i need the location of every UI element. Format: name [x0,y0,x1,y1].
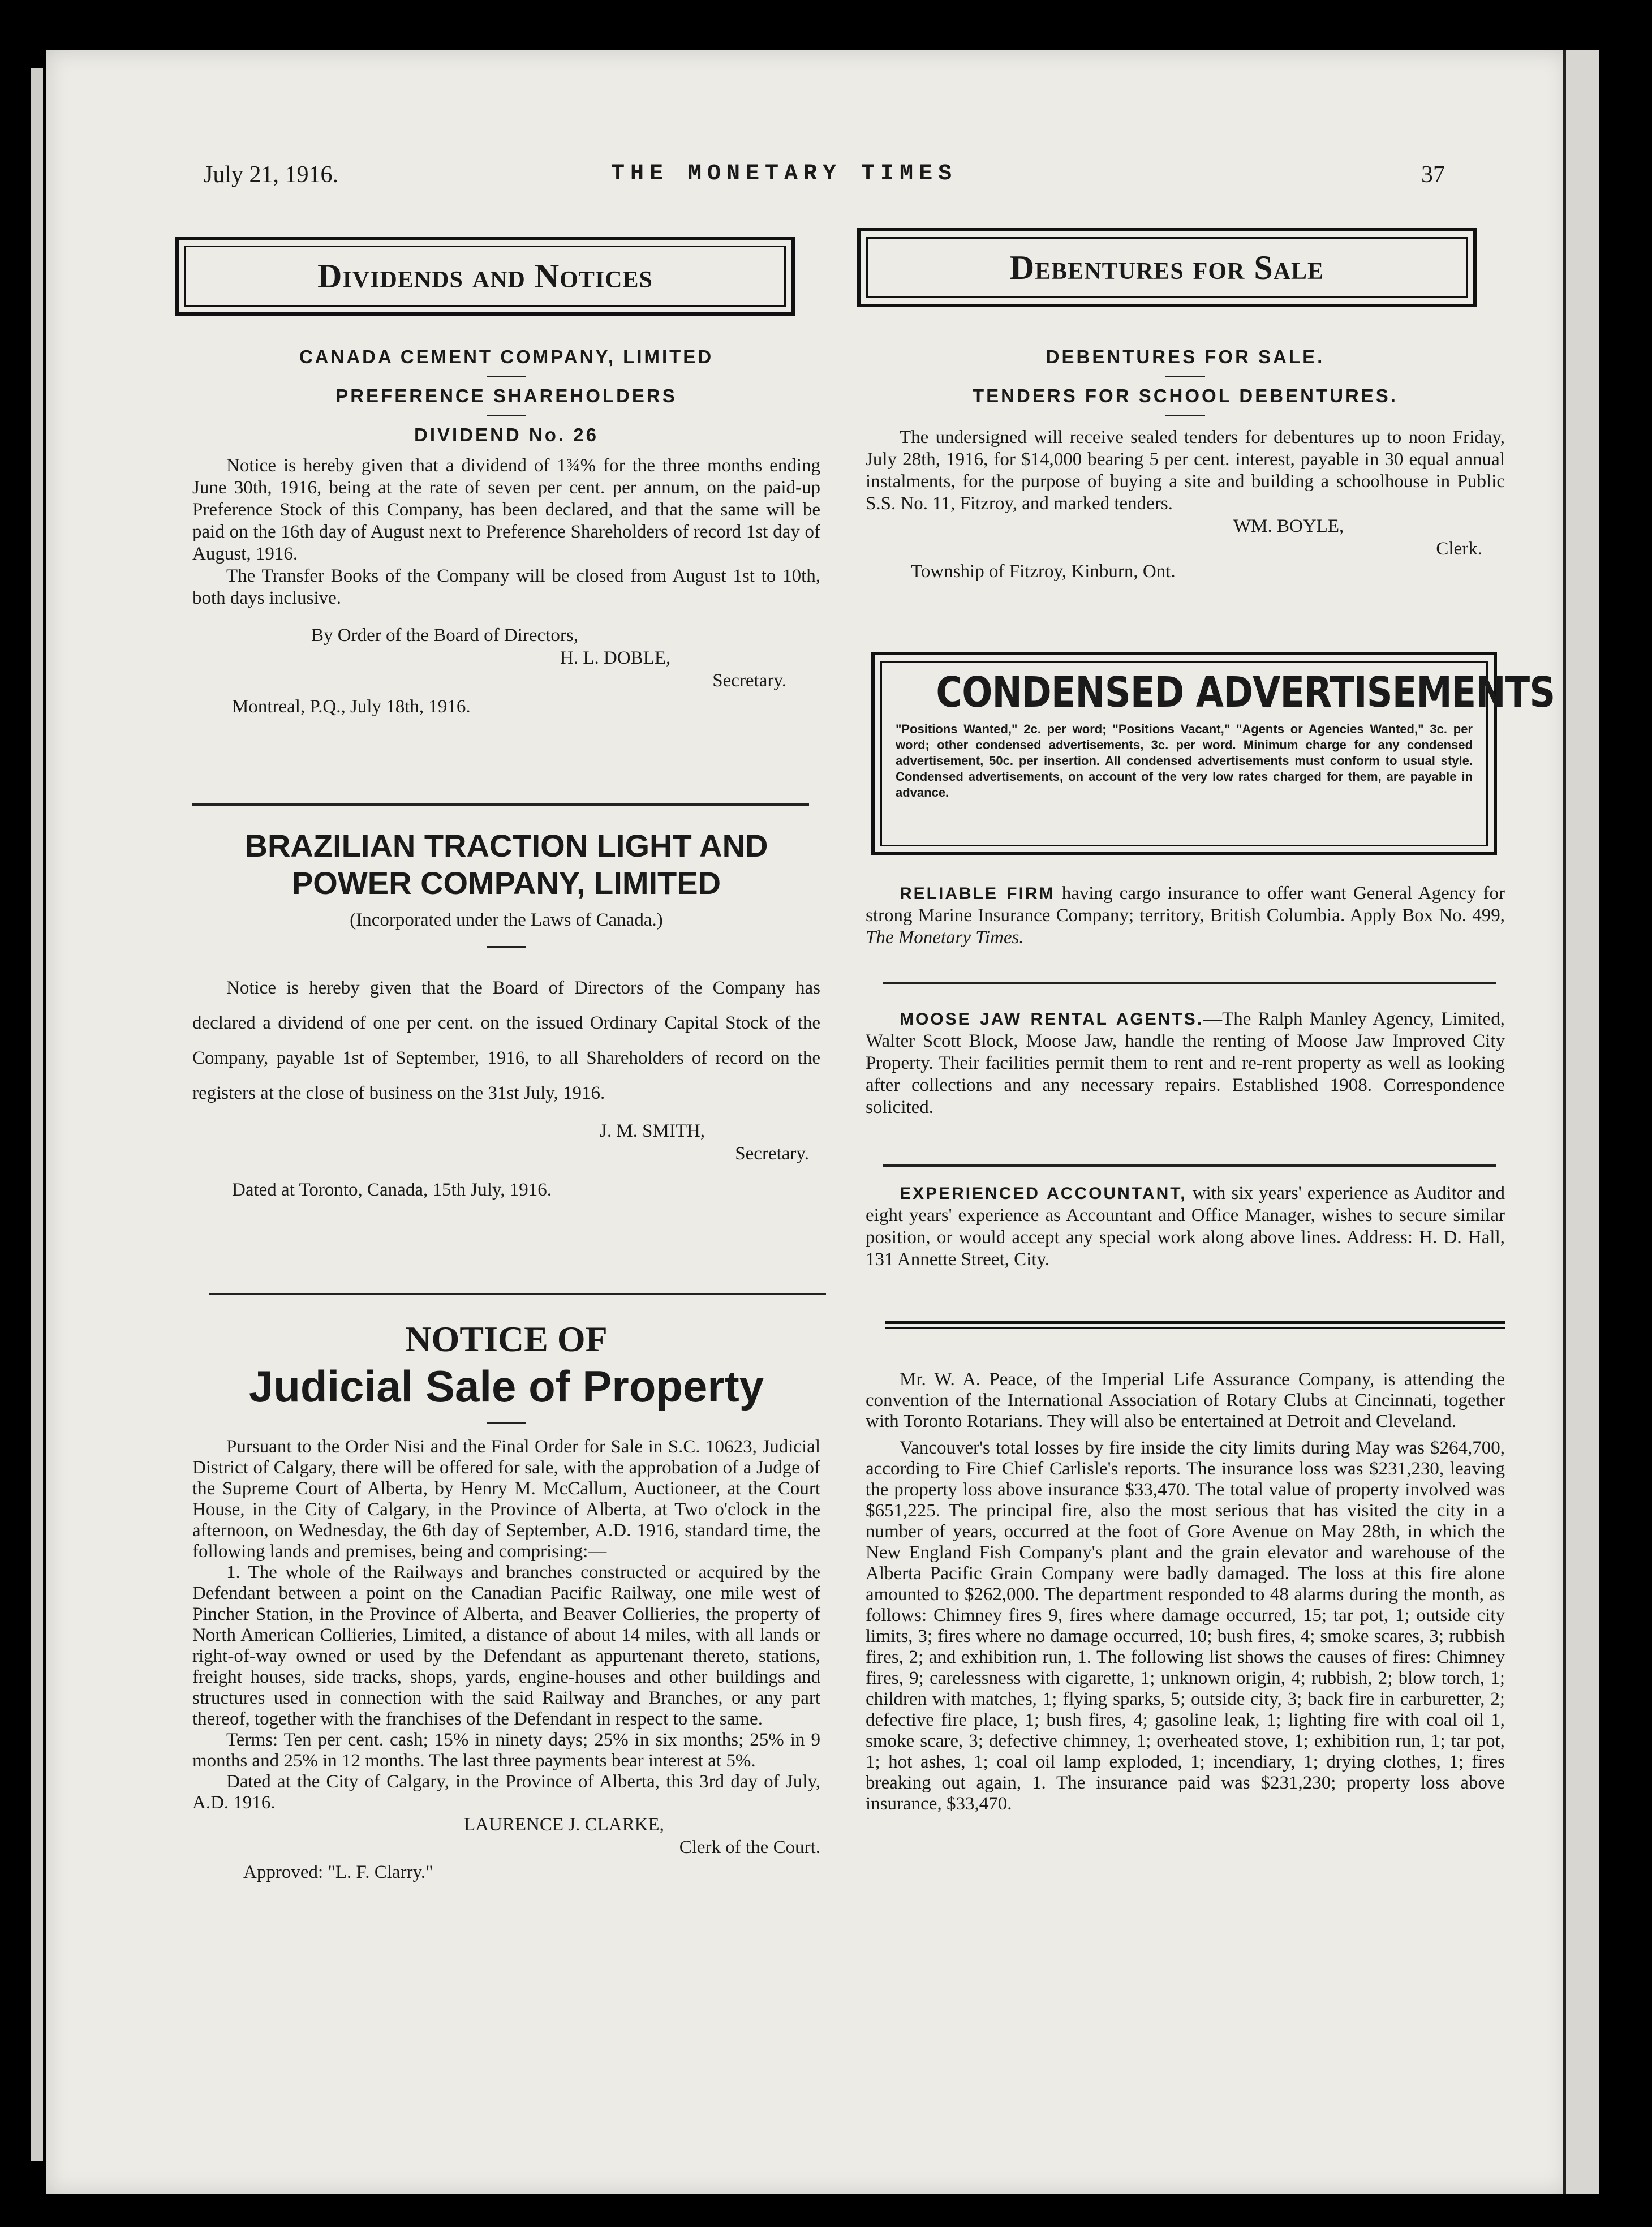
ad-reliable-italic: The Monetary Times. [866,927,1024,948]
judicial-approved: Approved: "L. F. Clarry." [243,1862,433,1882]
canada-cement-company: CANADA CEMENT COMPANY, LIMITED [299,346,714,367]
condensed-advertisements-rates: "Positions Wanted," 2c. per word; "Positions Vacant," "Agents or Agencies Wanted," 3c. per word; other condensed advertisements, 3c. per word. Minimum charge for any condensed advertisement, 50c. per insertion. All condensed advertisements must conform to usual style. Condensed advertisements, on account of the very low rates charged for them, are payable in advance. [896,722,1473,799]
condensed-advertisements-box [871,652,1555,855]
ad-reliable-lead: RELIABLE FIRM [900,884,1055,903]
canada-cement-subhead: PREFERENCE SHAREHOLDERS [335,385,677,406]
page-number: 37 [1421,162,1445,188]
divider [1165,376,1205,377]
debentures-place: Township of Fitzroy, Kinburn, Ont. [911,561,1176,582]
canada-cement-signatory: H. L. DOBLE, [560,648,671,668]
canada-cement-notice [192,346,820,718]
judicial-heading-line-1: NOTICE OF [405,1319,608,1359]
ad-experienced-accountant [866,1183,1505,1271]
dividends-banner [175,237,795,316]
section-double-divider [885,1321,1505,1329]
brazilian-heading-line-2: POWER COMPANY, LIMITED [291,865,721,901]
section-divider [192,803,809,806]
judicial-paragraph-1: Pursuant to the Order Nisi and the Final Order for Sale in S.C. 10623, Judicial District of Calgary, there will be offered for sale, with the approbation of a Judge of the Supreme Court of Alberta, by Henry M. McCallum, Auctioneer, at the Court House, in the City of Calgary, in the Province of Alberta, at Two o'clock in the afternoon, on Wednesday, the 6th day of September, A.D. 1916, standard time, the following lands and premises, being and comprising:— [192,1437,820,1562]
ad-reliable-firm [866,883,1505,949]
scan-spine-edge [1563,50,1599,2194]
condensed-advertisements-title: CONDENSED ADVERTISEMENTS [936,668,1555,717]
brazilian-heading-line-1: BRAZILIAN TRACTION LIGHT AND [244,828,768,863]
canada-cement-dividend: DIVIDEND No. 26 [414,424,599,445]
judicial-sale-notice [192,1318,820,1884]
running-head-title: THE MONETARY TIMES [611,161,958,187]
divider [487,376,526,377]
ad-moose-jaw-text: —The Ralph Manley Agency, Limited, Walter Scott Block, Moose Jaw, handle the renting of Moose Jaw Improved City Property. Their facilities permit them to rent and re-rent property as well as looking after collections and any necessary repairs. Established 1908. Correspondence solicited. [866,1009,1505,1117]
ad-accountant-lead: EXPERIENCED ACCOUNTANT, [900,1184,1187,1203]
debentures-head-2: TENDERS FOR SCHOOL DEBENTURES. [973,385,1398,406]
canada-cement-paragraph-1: Notice is hereby given that a dividend of 1¾% for the three months ending June 30th, 1916, being at the rate of seven per cent. per annum, on the paid-up Preference Stock of this Company, has been declared, and that the same will be paid on the 16th day of August next to Preference Shareholders of record 1st day of August, 1916. [192,455,820,564]
brazilian-signatory: J. M. SMITH, [600,1121,705,1141]
running-head-date: July 21, 1916. [204,162,339,188]
brazilian-paragraph: Notice is hereby given that the Board of Directors of the Company has declared a dividend of one per cent. on the issued Ordinary Capital Stock of the Company, payable 1st of September, 1916, to all Shareholders of record on the registers at the close of business on the 31st July, 1916. [192,978,820,1103]
judicial-signatory-title: Clerk of the Court. [679,1837,820,1858]
section-divider [883,1164,1496,1167]
brazilian-incorporated: (Incorporated under the Laws of Canada.) [350,910,663,930]
ad-moose-jaw-lead: MOOSE JAW RENTAL AGENTS. [900,1010,1204,1029]
debentures-signatory-title: Clerk. [1436,539,1482,559]
debentures-notice [866,346,1505,583]
canada-cement-order: By Order of the Board of Directors, [311,625,578,646]
judicial-paragraph-2: 1. The whole of the Railways and branches constructed or acquired by the Defendant between a point on the Canadian Pacific Railway, one mile west of Pincher Station, in the Province of Alberta, and Beaver Collieries, the property of North American Collieries, Limited, a distance of about 14 miles, with all lands or right-of-way owned or used by the Defendant as appurtenant thereto, stations, freight houses, side tracks, shops, yards, engine-houses and other buildings and structures used in connection with the said Railway and Branches, or any part thereof, together with the franchises of the Defendant in respect to the same. [192,1562,820,1729]
condensed-advertisements-inner [880,661,1555,846]
news-peace-paragraph: Mr. W. A. Peace, of the Imperial Life Assurance Company, is attending the convention of the International Association of Rotary Clubs at Cincinnati, together with Toronto Rotarians. They will also be entertained at Detroit and Cleveland. [866,1369,1505,1431]
news-vancouver-fires-paragraph: Vancouver's total losses by fire inside the city limits during May was $264,700, according to Fire Chief Carlisle's reports. The insurance loss was $231,230, leaving the property loss above insurance $33,470. The total value of property involved was $651,225. The principal fire, also the most serious that has visited the city in a number of years, occurred at the foot of Gore Avenue on May 28th, in which the New England Fish Company's plant and the grain elevator and warehouse of the Alberta Pacific Grain Company were badly damaged. The loss at this fire alone amounted to $262,000. The department responded to 48 alarms during the month, as follows: Chimney fires 9, fires where damage occurred, 15; tar pot, 1; outside city limits, 3; fires where no damage occurred, 10; bush fires, 4; smoke scares, 3; rubbish fires, 2; and exhibition run, 1. The following list shows the causes of fires: Chimney fires, 9; carelessness with cigarette, 1; unknown origin, 4; rubbish, 2; blow torch, 1; children with matches, 1; flying sparks, 5; outside city, 3; back fire in carburetter, 2; defective fire place, 1; bush fires, 4; gasoline leak, 1; lighting fire with coal oil 1, smoke scare, 3; defective chimney, 1; overheated stove, 1; exhibition run, 1; tar pot, 1; hot ashes, 1; coal oil lamp exploded, 1; incendiary, 1; drying clothes, 1; fires breaking out again, 1. The insurance paid was $231,230; property loss above insurance, $33,470. [866,1438,1505,1814]
brazilian-dated: Dated at Toronto, Canada, 15th July, 1916. [232,1180,552,1200]
divider [487,946,526,948]
judicial-signatory: LAURENCE J. CLARKE, [464,1815,664,1835]
news-column [866,1369,1505,1815]
debentures-signatory: WM. BOYLE, [1233,516,1344,536]
debentures-paragraph: The undersigned will receive sealed tenders for debentures up to noon Friday, July 28th, 1916, for $14,000 bearing 5 per cent. interest, payable in 30 equal annual instalments, for the purpose of buying a site and building a schoolhouse in Public S.S. No. 11, Fitzroy, and marked tenders. [866,427,1505,514]
debentures-banner [857,228,1477,307]
ad-accountant-text: with six years' experience as Auditor and eight years' experience as Accountant and Office Manager, wishes to secure similar position, or would accept any special work along above lines. Address: H. D. Hall, 131 Annette Street, City. [866,1183,1505,1270]
ad-moose-jaw [866,1008,1505,1119]
divider [1165,415,1205,416]
canada-cement-signatory-title: Secretary. [712,670,786,691]
scan-left-edge [0,0,31,2227]
divider [487,415,526,416]
ad-reliable-paragraph [866,883,1505,949]
section-divider [883,982,1496,984]
debentures-banner-title: Debentures for Sale [866,237,1468,298]
debentures-head-1: DEBENTURES FOR SALE. [1046,346,1325,367]
ad-moose-jaw-paragraph [866,1008,1505,1119]
scan-facing-page-strip [31,68,43,2161]
judicial-heading-line-2: Judicial Sale of Property [248,1361,764,1411]
ad-accountant-paragraph [866,1183,1505,1271]
brazilian-signatory-title: Secretary. [735,1143,809,1164]
brazilian-traction-notice [192,827,820,1201]
canada-cement-place-date: Montreal, P.Q., July 18th, 1916. [232,697,471,717]
judicial-terms: Terms: Ten per cent. cash; 15% in ninety days; 25% in six months; 25% in 9 months and 25% in 12 months. The last three payments bear interest at 5%. [192,1730,820,1771]
judicial-dated: Dated at the City of Calgary, in the Province of Alberta, this 3rd day of July, A.D. 1916. [192,1772,820,1813]
canada-cement-paragraph-2: The Transfer Books of the Company will be closed from August 1st to 10th, both days inclusive. [192,566,820,608]
dividends-banner-title: Dividends and Notices [184,246,786,307]
divider [487,1422,526,1424]
section-divider [209,1293,826,1295]
ad-reliable-text: having cargo insurance to offer want General Agency for strong Marine Insurance Company; territory, British Columbia. Apply Box No. 499, [866,883,1505,926]
